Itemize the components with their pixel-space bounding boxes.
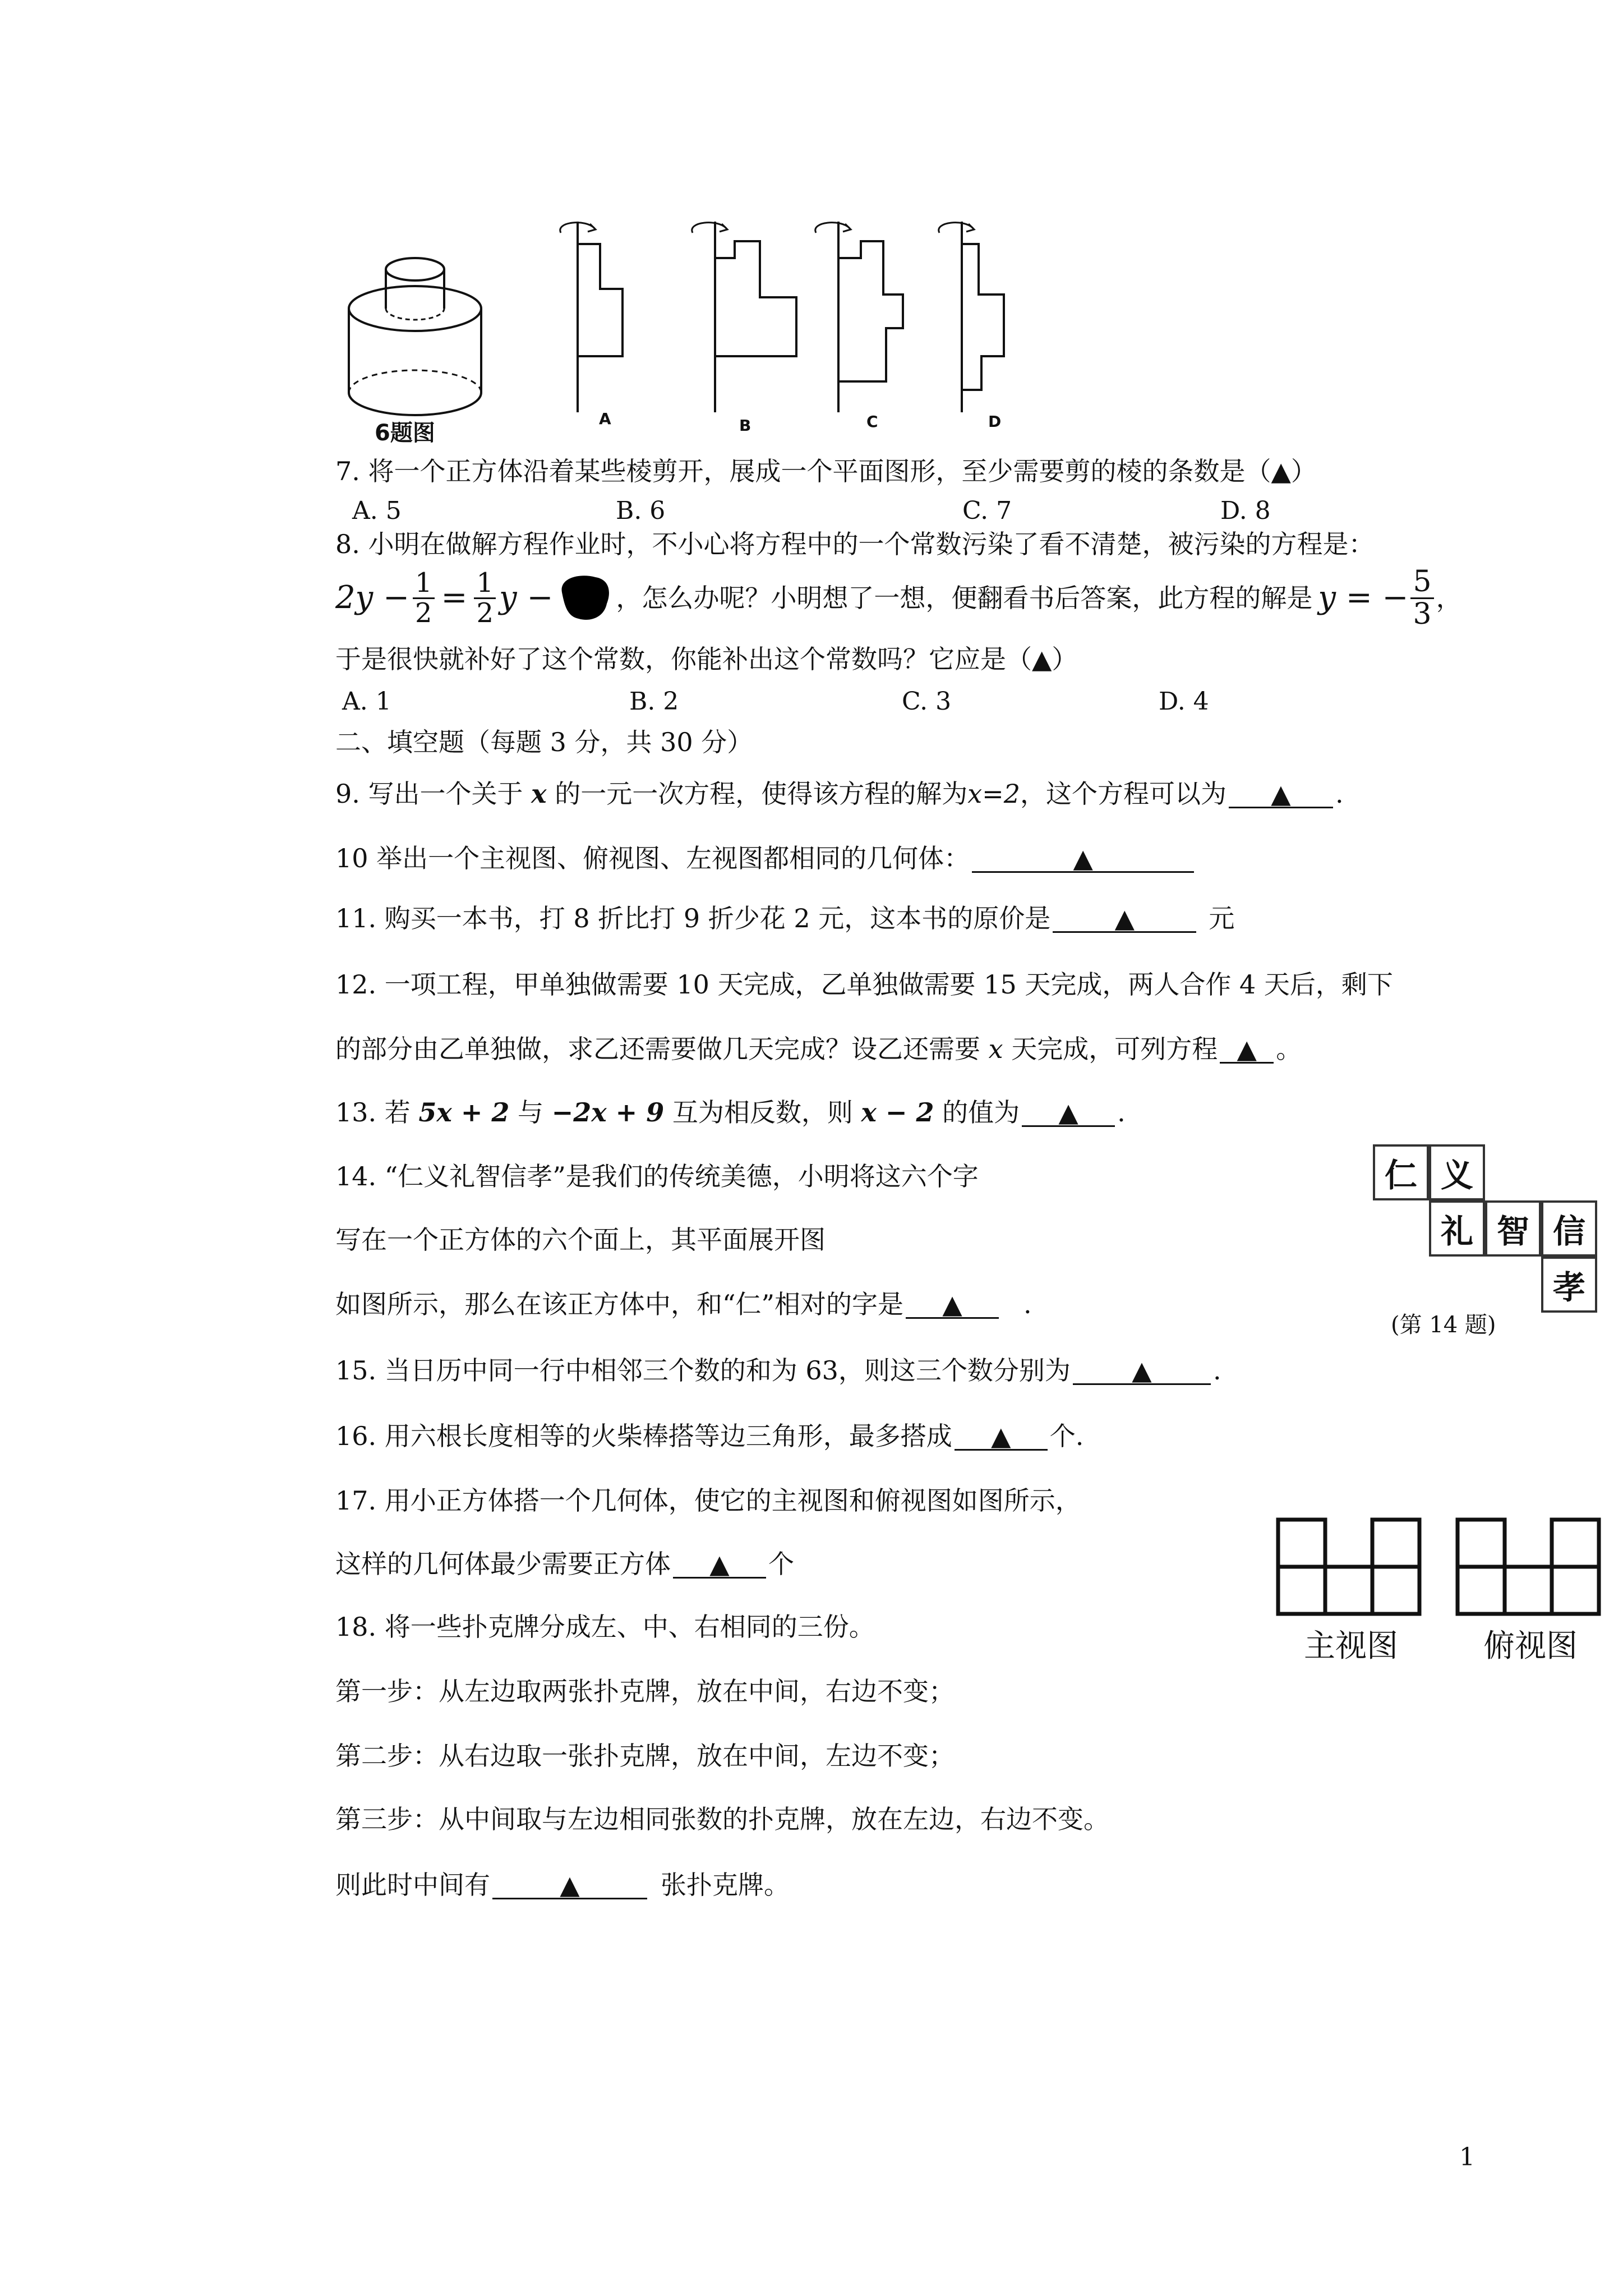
q6-shape-a [560, 222, 623, 412]
q8-eq-equals: = [441, 579, 468, 616]
q17-line2: 这样的几何体最少需要正方体 ▲ 个 [335, 1549, 794, 1579]
q17-top-view [1455, 1517, 1601, 1618]
q8-after-blot: ，怎么办呢？小明想了一想，便翻看书后答案，此方程的解是 [616, 582, 1313, 613]
q18-step1: 第一步：从左边取两张扑克牌，放在中间，右边不变； [335, 1676, 955, 1706]
q17-top-view-label: 俯视图 [1483, 1628, 1578, 1664]
q11-text: 11. 购买一本书，打 8 折比打 9 折少花 2 元，这本书的原价是 ▲ 元 [335, 903, 1235, 933]
q14-line2: 写在一个正方体的六个面上，其平面展开图 [335, 1225, 826, 1255]
q12-line2: 的部分由乙单独做，求乙还需要做几天完成？设乙还需要 x 天完成，可列方程 ▲ 。 [335, 1034, 1302, 1064]
q14-line1: 14. “仁义礼智信孝”是我们的传统美德，小明将这六个字 [335, 1161, 979, 1191]
q14-answer-blank[interactable]: ▲ [906, 1291, 999, 1319]
q6-option-c-label: C [866, 412, 878, 431]
q8-line1: 8. 小明在做解方程作业时，不小心将方程中的一个常数污染了看不清楚，被污染的方程是： [335, 529, 1375, 559]
q8-option-c: C. 3 [902, 687, 952, 716]
q18-step2: 第二步：从右边取一张扑克牌，放在中间，左边不变； [335, 1741, 955, 1771]
q8-fraction-half-1: $\frac{1}{2}$ [413, 569, 435, 627]
q15-text: 15. 当日历中同一行中相邻三个数的和为 63，则这三个数分别为 ▲ . [335, 1355, 1221, 1386]
q9-text: 9. 写出一个关于 x 的一元一次方程，使得该方程的解为x=2，这个方程可以为 ▲ . [335, 779, 1344, 809]
q18-answer-blank[interactable]: ▲ [492, 1872, 647, 1899]
q18-final: 则此时中间有 ▲ 张扑克牌。 [335, 1870, 790, 1900]
q17-answer-blank[interactable]: ▲ [673, 1551, 766, 1579]
q11-answer-blank[interactable]: ▲ [1053, 905, 1196, 933]
q8-option-a: A. 1 [342, 687, 391, 716]
q8-option-d: D. 4 [1159, 687, 1209, 716]
q6-shape-c [815, 222, 903, 412]
q18-line1: 18. 将一些扑克牌分成左、中、右相同的三份。 [335, 1612, 875, 1642]
q9-answer-blank[interactable]: ▲ [1229, 781, 1333, 808]
q7-option-c: C. 7 [962, 496, 1012, 525]
q13-answer-blank[interactable]: ▲ [1022, 1099, 1115, 1127]
section-heading-fill-in: 二、填空题（每题 3 分，共 30 分） [335, 727, 753, 757]
q18-step3: 第三步：从中间取与左边相同张数的扑克牌，放在左边，右边不变。 [335, 1804, 1109, 1834]
net-cell-xin: 信 [1541, 1200, 1597, 1257]
q8-line3: 于是很快就补好了这个常数，你能补出这个常数吗？它应是（▲） [335, 644, 1078, 674]
q16-text: 16. 用六根长度相等的火柴棒搭等边三角形，最多搭成 ▲ 个. [335, 1421, 1084, 1451]
q13-text: 13. 若 5x + 2 与 −2x + 9 互为相反数，则 x − 2 的值为 ▲ . [335, 1097, 1126, 1128]
q14-line3: 如图所示，那么在该正方体中，和“仁”相对的字是 ▲ . [335, 1289, 1032, 1319]
q8-equation-line: 2y − $\frac{1}{2}$ = $\frac{1}{2}$ y − ，怎么办呢？小明想了一想，便翻看书后答案，此方程的解是 y = − $\frac{5}{3}$ ， [335, 565, 1462, 631]
q7-option-d: D. 8 [1220, 496, 1271, 525]
q8-fraction-half-2: $\frac{1}{2}$ [474, 569, 496, 627]
net-cell-li: 礼 [1429, 1200, 1485, 1257]
q10-text: 10 举出一个主视图、俯视图、左视图都相同的几何体： ▲ [335, 844, 1196, 873]
page-number: 1 [1459, 2143, 1475, 2171]
net-cell-yi: 义 [1429, 1144, 1485, 1200]
q7-text: 7. 将一个正方体沿着某些棱剪开，展成一个平面图形，至少需要剪的棱的条数是（▲） [335, 456, 1317, 486]
q17-front-view-label: 主视图 [1304, 1628, 1398, 1664]
q10-answer-blank[interactable]: ▲ [972, 845, 1194, 873]
q6-option-a-label: A [599, 409, 611, 428]
net-cell-xiao: 孝 [1541, 1257, 1597, 1313]
q12-answer-blank[interactable]: ▲ [1220, 1036, 1274, 1064]
q6-figure-label: 6题图 [375, 420, 435, 446]
q6-shape-d [939, 222, 1004, 412]
q6-option-shapes [555, 216, 1026, 418]
q8-eq-right: y − [499, 579, 554, 616]
q8-option-b: B. 2 [629, 687, 679, 716]
q8-fraction-five-thirds: $\frac{5}{3}$ [1410, 567, 1433, 629]
q8-solution: y = − [1318, 579, 1409, 616]
q6-option-d-label: D [988, 412, 1002, 431]
net-cell-ren: 仁 [1373, 1144, 1429, 1200]
q17-line1: 17. 用小正方体搭一个几何体，使它的主视图和俯视图如图所示， [335, 1485, 1081, 1516]
ink-blot-icon [556, 573, 612, 623]
q6-option-b-label: B [739, 416, 751, 435]
q6-cylinder-figure [342, 247, 488, 421]
q12-line1: 12. 一项工程，甲单独做需要 10 天完成，乙单独做需要 15 天完成，两人合作 4 天后，剩下 [335, 969, 1393, 1000]
q7-option-a: A. 5 [352, 496, 402, 525]
q14-caption: (第 14 题) [1391, 1312, 1496, 1338]
q7-option-b: B. 6 [616, 496, 666, 525]
net-cell-zhi: 智 [1485, 1200, 1541, 1257]
q16-answer-blank[interactable]: ▲ [955, 1423, 1048, 1451]
q17-front-view [1276, 1517, 1422, 1618]
q15-answer-blank[interactable]: ▲ [1073, 1358, 1211, 1385]
q6-shape-b [692, 222, 796, 412]
q8-eq-left: 2y − [335, 579, 409, 616]
